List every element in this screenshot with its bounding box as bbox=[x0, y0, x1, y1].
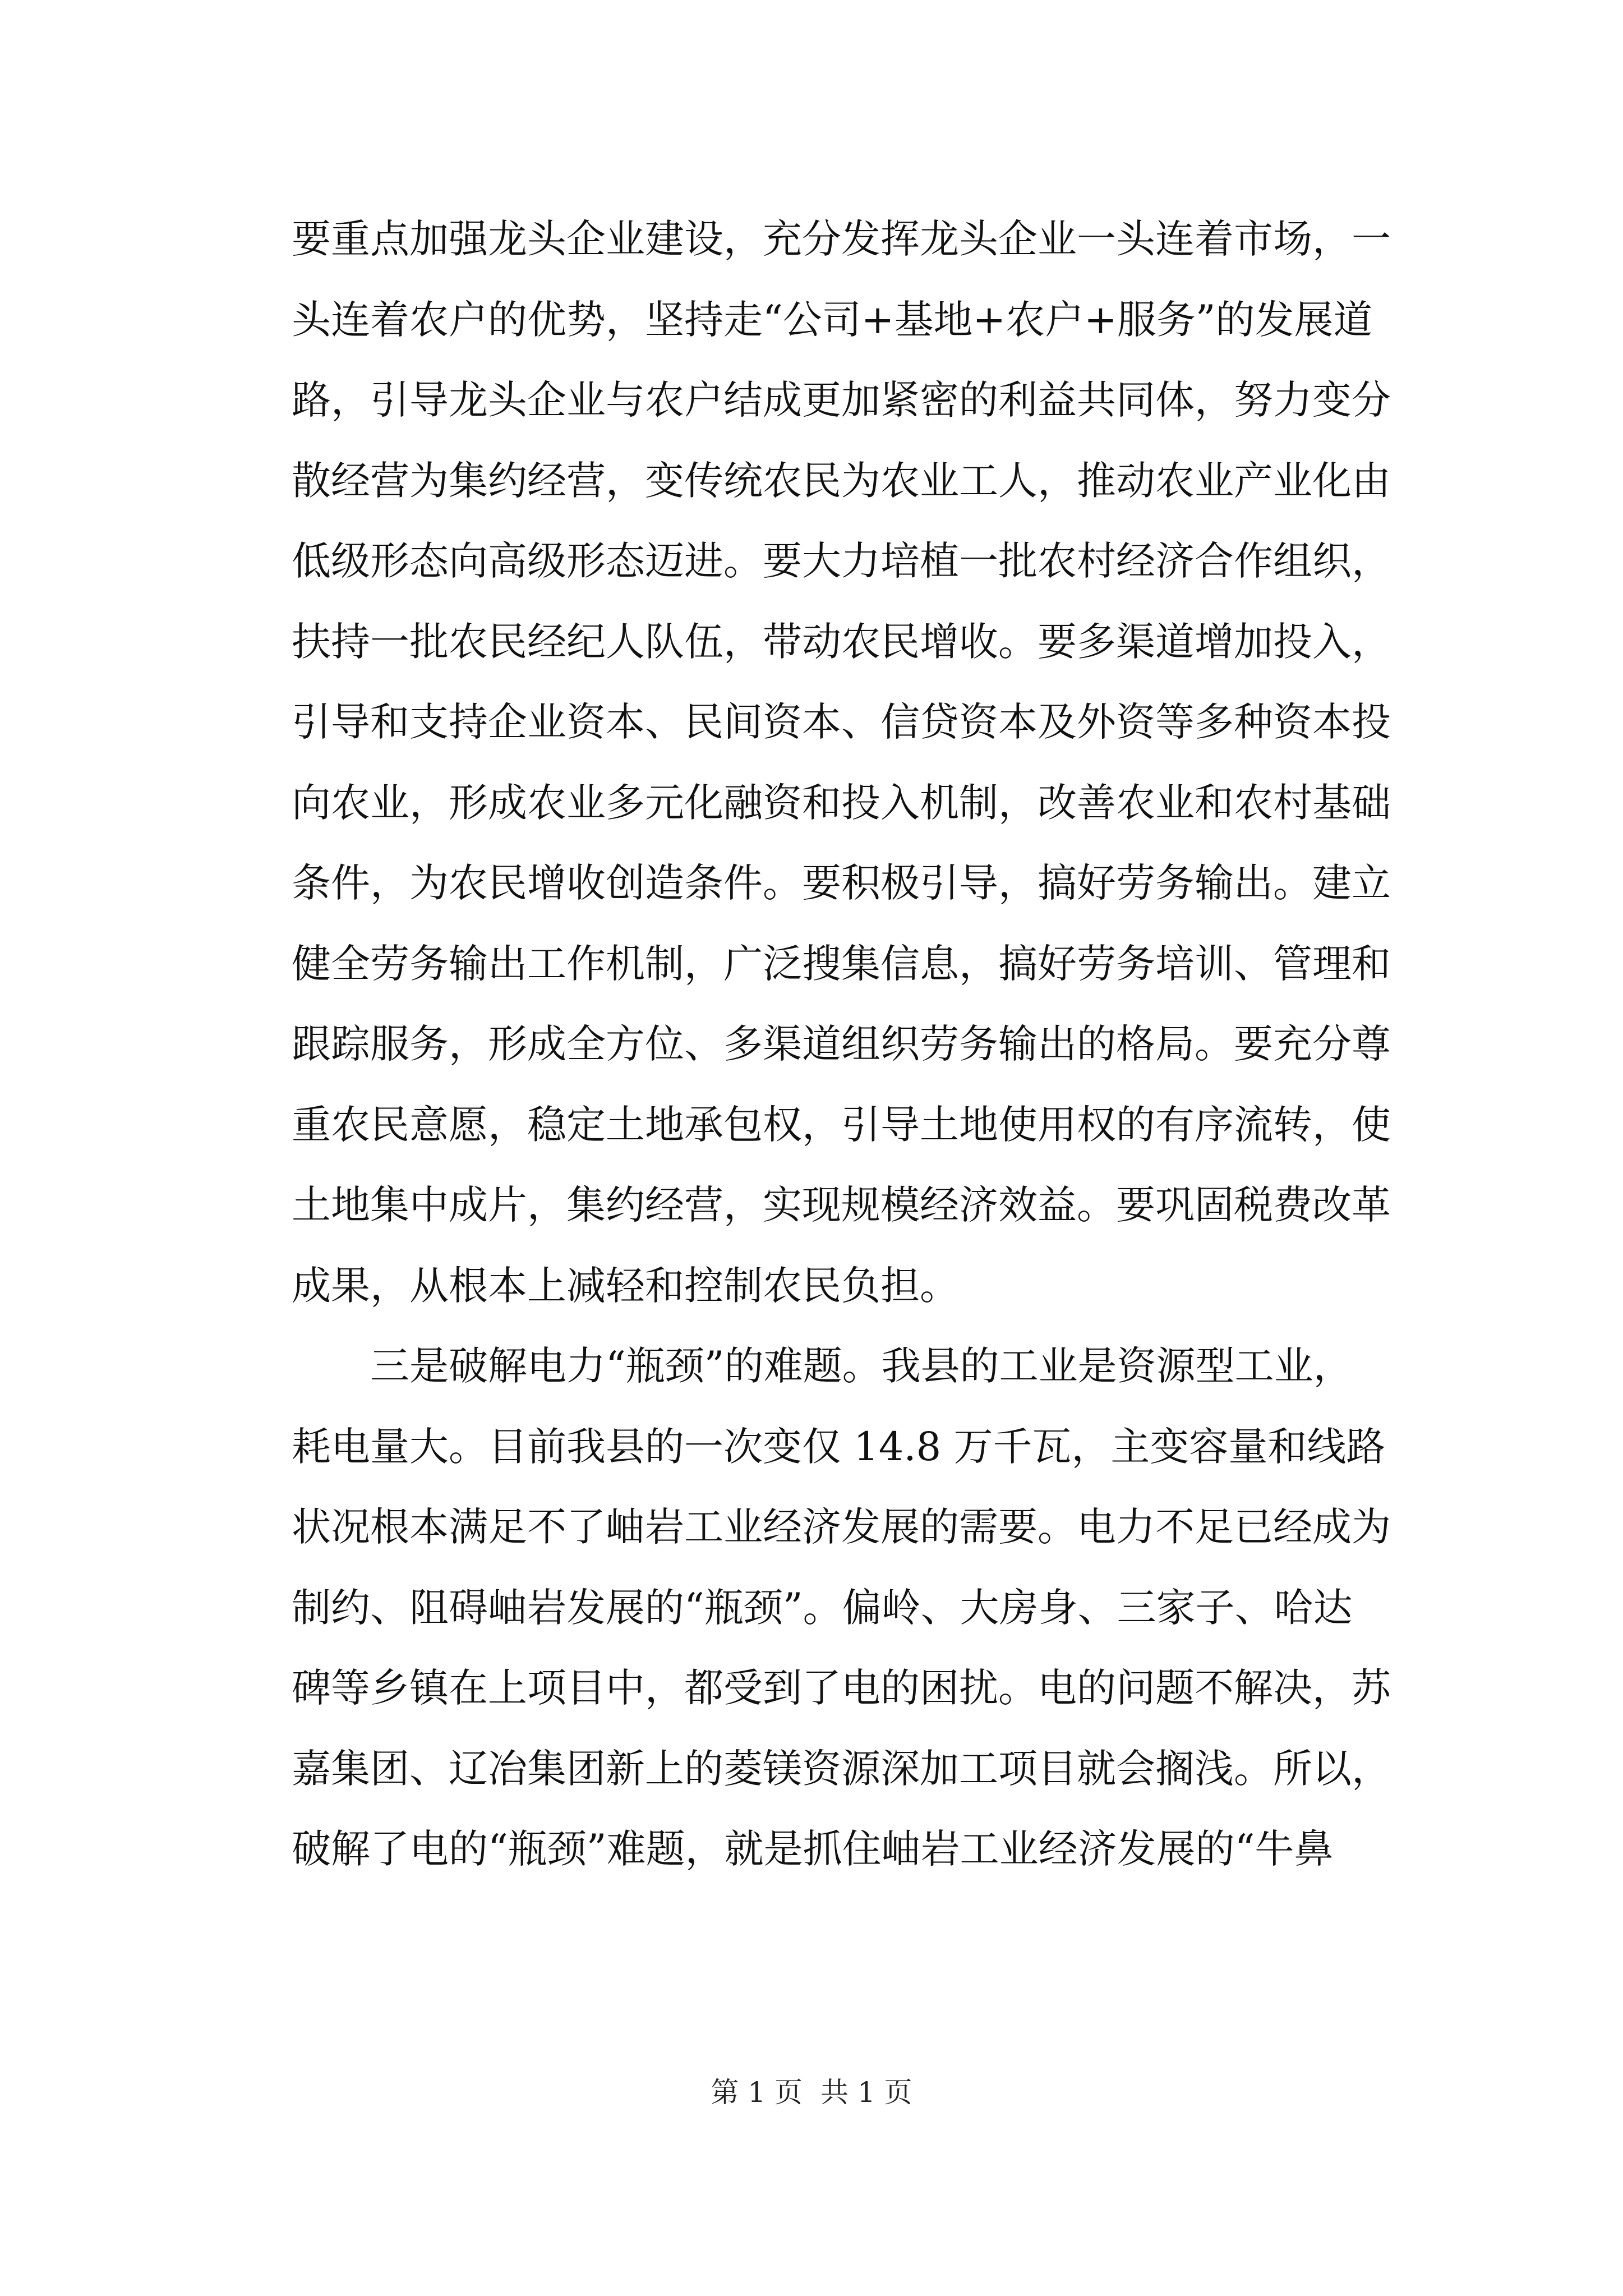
text-line: 跟踪服务，形成全方位、多渠道组织劳务输出的格局。要充分尊 bbox=[292, 1021, 1391, 1067]
page-total: 共 1 页 bbox=[820, 2076, 912, 2109]
text-line: 重农民意愿，稳定土地承包权，引导土地使用权的有序流转，使 bbox=[292, 1101, 1391, 1148]
text-line: 向农业，形成农业多元化融资和投入机制，改善农业和农村基础 bbox=[292, 779, 1391, 826]
text-line: 嘉集团、辽冶集团新上的菱镁资源深加工项目就会搁浅。所以， bbox=[292, 1745, 1391, 1792]
text-line: 土地集中成片，集约经营，实现规模经济效益。要巩固税费改革 bbox=[292, 1182, 1391, 1228]
text-line: 破解了电的“瓶颈”难题，就是抓住岫岩工业经济发展的“牛鼻 bbox=[292, 1826, 1334, 1872]
text-line: 路，引导龙头企业与农户结成更加紧密的利益共同体，努力变分 bbox=[292, 377, 1391, 423]
page-number: 第 1 页 bbox=[711, 2076, 803, 2109]
text-line: 低级形态向高级形态迈进。要大力培植一批农村经济合作组织， bbox=[292, 538, 1391, 584]
text-line: 散经营为集约经营，变传统农民为农业工人，推动农业产业化由 bbox=[292, 457, 1391, 504]
text-line: 制约、阻碍岫岩发展的“瓶颈”。偏岭、大房身、三家子、哈达 bbox=[292, 1584, 1353, 1631]
text-line: 条件，为农民增收创造条件。要积极引导，搞好劳务输出。建立 bbox=[292, 860, 1391, 906]
page-footer bbox=[0, 2076, 1623, 2109]
text-line: 状况根本满足不了岫岩工业经济发展的需要。电力不足已经成为 bbox=[292, 1504, 1391, 1550]
text-line: 扶持一批农民经纪人队伍，带动农民增收。要多渠道增加投入， bbox=[292, 618, 1391, 665]
text-line: 引导和支持企业资本、民间资本、信贷资本及外资等多种资本投 bbox=[292, 699, 1391, 745]
paragraph-start-line: 三是破解电力“瓶颈”的难题。我县的工业是资源型工业， bbox=[370, 1343, 1353, 1389]
document-body bbox=[292, 199, 1430, 1890]
text-line: 耗电量大。目前我县的一次变仅 14.8 万千瓦，主变容量和线路 bbox=[292, 1423, 1386, 1470]
text-line: 头连着农户的优势，坚持走“公司+基地+农户+服务”的发展道 bbox=[292, 296, 1373, 343]
text-line: 健全劳务输出工作机制，广泛搜集信息，搞好劳务培训、管理和 bbox=[292, 940, 1391, 987]
text-line: 要重点加强龙头企业建设，充分发挥龙头企业一头连着市场，一 bbox=[292, 216, 1391, 262]
text-line: 碑等乡镇在上项目中，都受到了电的困扰。电的问题不解决，苏 bbox=[292, 1665, 1391, 1711]
text-line: 成果，从根本上减轻和控制农民负担。 bbox=[292, 1262, 959, 1309]
